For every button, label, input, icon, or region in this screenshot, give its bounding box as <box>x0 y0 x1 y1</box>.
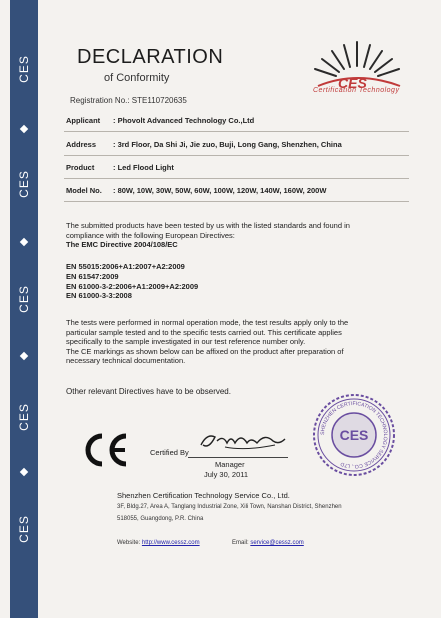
standard-item: EN 61000-3-2:2006+A1:2009+A2:2009 <box>66 281 199 291</box>
signer-role: Manager <box>215 460 245 469</box>
seal-ring-text: SHENZHEN CERTIFICATION TECHNOLOGY SERVICE CO., LTD <box>319 400 389 470</box>
ce-line: The CE markings as shown below can be affixed on the product after preparation of <box>66 346 344 356</box>
diamond-icon <box>20 238 28 246</box>
tests-paragraph <box>66 318 396 366</box>
company-address: 518055, Guangdong, P.R. China <box>117 516 204 522</box>
page-subtitle: of Conformity <box>104 72 170 84</box>
divider <box>64 178 409 179</box>
tests-line: particular sample tested and to the specific tests carried out. This certificate applies <box>66 327 342 337</box>
intro-line: compliance with the following European Directives: <box>66 230 235 240</box>
email-block <box>232 540 304 546</box>
model-value: : 80W, 10W, 30W, 50W, 60W, 100W, 120W, 140W, 160W, 200W <box>113 186 327 195</box>
applicant-label: Applicant <box>66 116 101 125</box>
product-label: Product <box>66 163 95 172</box>
logo-tagline: Certification Technology <box>313 87 400 94</box>
website-link[interactable]: http://www.cessz.com <box>141 540 200 546</box>
diamond-icon <box>20 468 28 476</box>
address-value: : 3rd Floor, Da Shi Ji, Jie zuo, Buji, Long Gang, Shenzhen, China <box>113 140 342 149</box>
divider <box>64 155 409 156</box>
ce-mark-icon <box>80 430 135 470</box>
standard-item: EN 55015:2006+A1:2007+A2:2009 <box>66 262 185 271</box>
company-address: 3F, Bldg.27, Area A, Tanglang Industrial Zone, Xili Town, Nanshan District, Shenzhen <box>117 504 342 510</box>
tests-line: specifically to the sample investigated in our test reference number only. <box>66 337 306 346</box>
left-sidebar <box>10 0 38 618</box>
standard-item: EN 61000-3-3:2008 <box>66 291 132 301</box>
sidebar-label: CES <box>17 515 31 543</box>
intro-paragraph <box>66 221 396 250</box>
sidebar-label: CES <box>17 170 31 198</box>
seal-center-text: CES <box>339 427 369 443</box>
page-title: DECLARATION <box>77 46 224 68</box>
standard-item: EN 61547:2009 <box>66 271 119 281</box>
diamond-icon <box>20 352 28 360</box>
intro-line: The submitted products have been tested by us with the listed standards and found in <box>66 221 350 230</box>
company-name: Shenzhen Certification Technology Service Co., Ltd. <box>117 491 290 500</box>
registration-number: Registration No.: STE110720635 <box>70 96 187 105</box>
divider <box>64 131 409 132</box>
handwritten-signature <box>195 425 290 455</box>
email-link[interactable]: service@cessz.com <box>250 540 304 546</box>
product-value: : Led Flood Light <box>113 163 174 172</box>
ce-line: necessary technical documentation. <box>66 356 186 365</box>
other-directives: Other relevant Directives have to be observed. <box>66 387 231 396</box>
diamond-icon <box>20 125 28 133</box>
sidebar-label: CES <box>17 285 31 313</box>
email-label: Email: <box>232 540 249 546</box>
logo-text: CES <box>338 75 367 91</box>
website-label: Website: <box>117 540 141 546</box>
contact-line <box>117 540 304 546</box>
signature-date: July 30, 2011 <box>204 470 249 479</box>
company-seal <box>312 393 396 477</box>
address-label: Address <box>66 140 97 149</box>
sidebar-label: CES <box>17 55 31 83</box>
signature-line <box>188 457 288 458</box>
applicant-value: : Phovolt Advanced Technology Co.,Ltd <box>113 116 255 125</box>
certified-by-label: Certified By <box>150 448 189 457</box>
tests-line: The tests were performed in normal operation mode, the test results apply only to the <box>66 318 349 327</box>
directive-name: The EMC Directive 2004/108/EC <box>66 240 178 249</box>
sidebar-label: CES <box>17 403 31 431</box>
model-label: Model No. <box>66 186 102 195</box>
standards-list <box>66 262 198 301</box>
divider <box>64 201 409 202</box>
